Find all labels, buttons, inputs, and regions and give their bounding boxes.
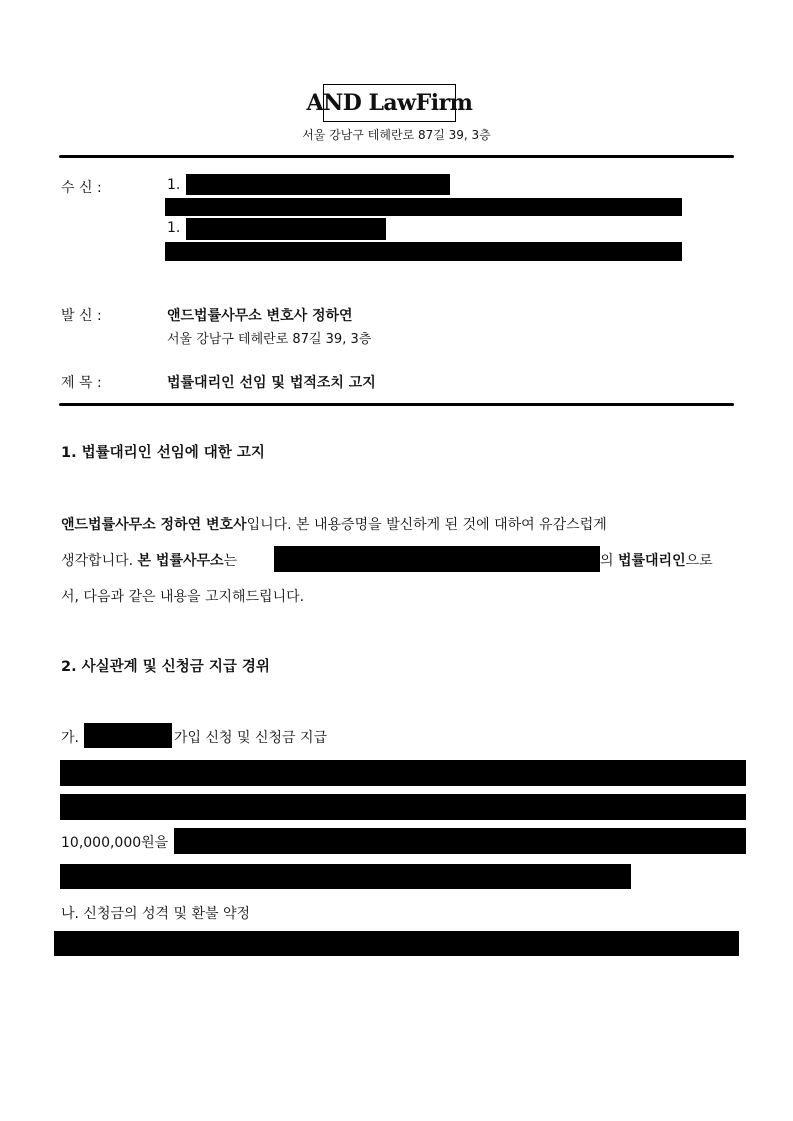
section-1-paragraph-line-2a: 생각합니다. 본 법률사무소는	[61, 553, 238, 569]
firm-logo	[306, 84, 473, 122]
redacted-line-1	[60, 760, 746, 786]
subsection-a-prefix: 가.	[61, 730, 79, 746]
sender-label: 발 신 :	[61, 308, 102, 324]
firm-address: 서울 강남구 테헤란로 87길 39, 3층	[302, 128, 491, 142]
sender-address: 서울 강남구 테헤란로 87길 39, 3층	[167, 332, 372, 347]
subject-text: 법률대리인 선임 및 법적조치 고지	[167, 375, 376, 391]
redacted-line-4	[60, 864, 631, 889]
subject-label: 제 목 :	[61, 375, 102, 391]
firm-lawyer-name: 앤드법률사무소 정하연 변호사	[61, 517, 247, 533]
redacted-line-3	[174, 828, 746, 854]
redacted-recipient-address-1	[165, 198, 682, 216]
firm-logo-text: AND LawFirm	[306, 90, 473, 116]
section-1-paragraph-line-1: 앤드법률사무소 정하연 변호사입니다. 본 내용증명을 발신하게 된 것에 대하여 유감스럽게	[61, 517, 607, 533]
section-2-heading: 2. 사실관계 및 신청금 지급 경위	[61, 659, 270, 675]
section-1-paragraph-line-3: 서, 다음과 같은 내용을 고지해드립니다.	[61, 589, 305, 605]
redacted-line-2	[60, 794, 746, 820]
redacted-service-name	[84, 723, 172, 748]
subsection-a-title: 가입 신청 및 신청금 지급	[174, 730, 328, 746]
redacted-recipient-name-2	[186, 218, 386, 240]
sender-name: 앤드법률사무소 변호사 정하연	[167, 308, 353, 324]
recipient-label: 수 신 :	[61, 180, 102, 196]
subject-divider	[59, 403, 734, 406]
subsection-b-title: 나. 신청금의 성격 및 환불 약정	[61, 906, 250, 922]
redacted-recipient-address-2	[165, 242, 682, 261]
recipient-item-2-number: 1.	[167, 220, 181, 236]
header-divider	[59, 155, 734, 158]
redacted-line-5	[54, 931, 739, 956]
recipient-item-1-number: 1.	[167, 177, 181, 193]
payment-amount: 10,000,000원을	[61, 835, 169, 851]
redacted-recipient-name-1	[186, 174, 450, 195]
section-1-paragraph-line-2b: 의 법률대리인으로	[600, 553, 713, 569]
section-1-heading: 1. 법률대리인 선임에 대한 고지	[61, 445, 265, 461]
redacted-client-name	[274, 546, 600, 572]
